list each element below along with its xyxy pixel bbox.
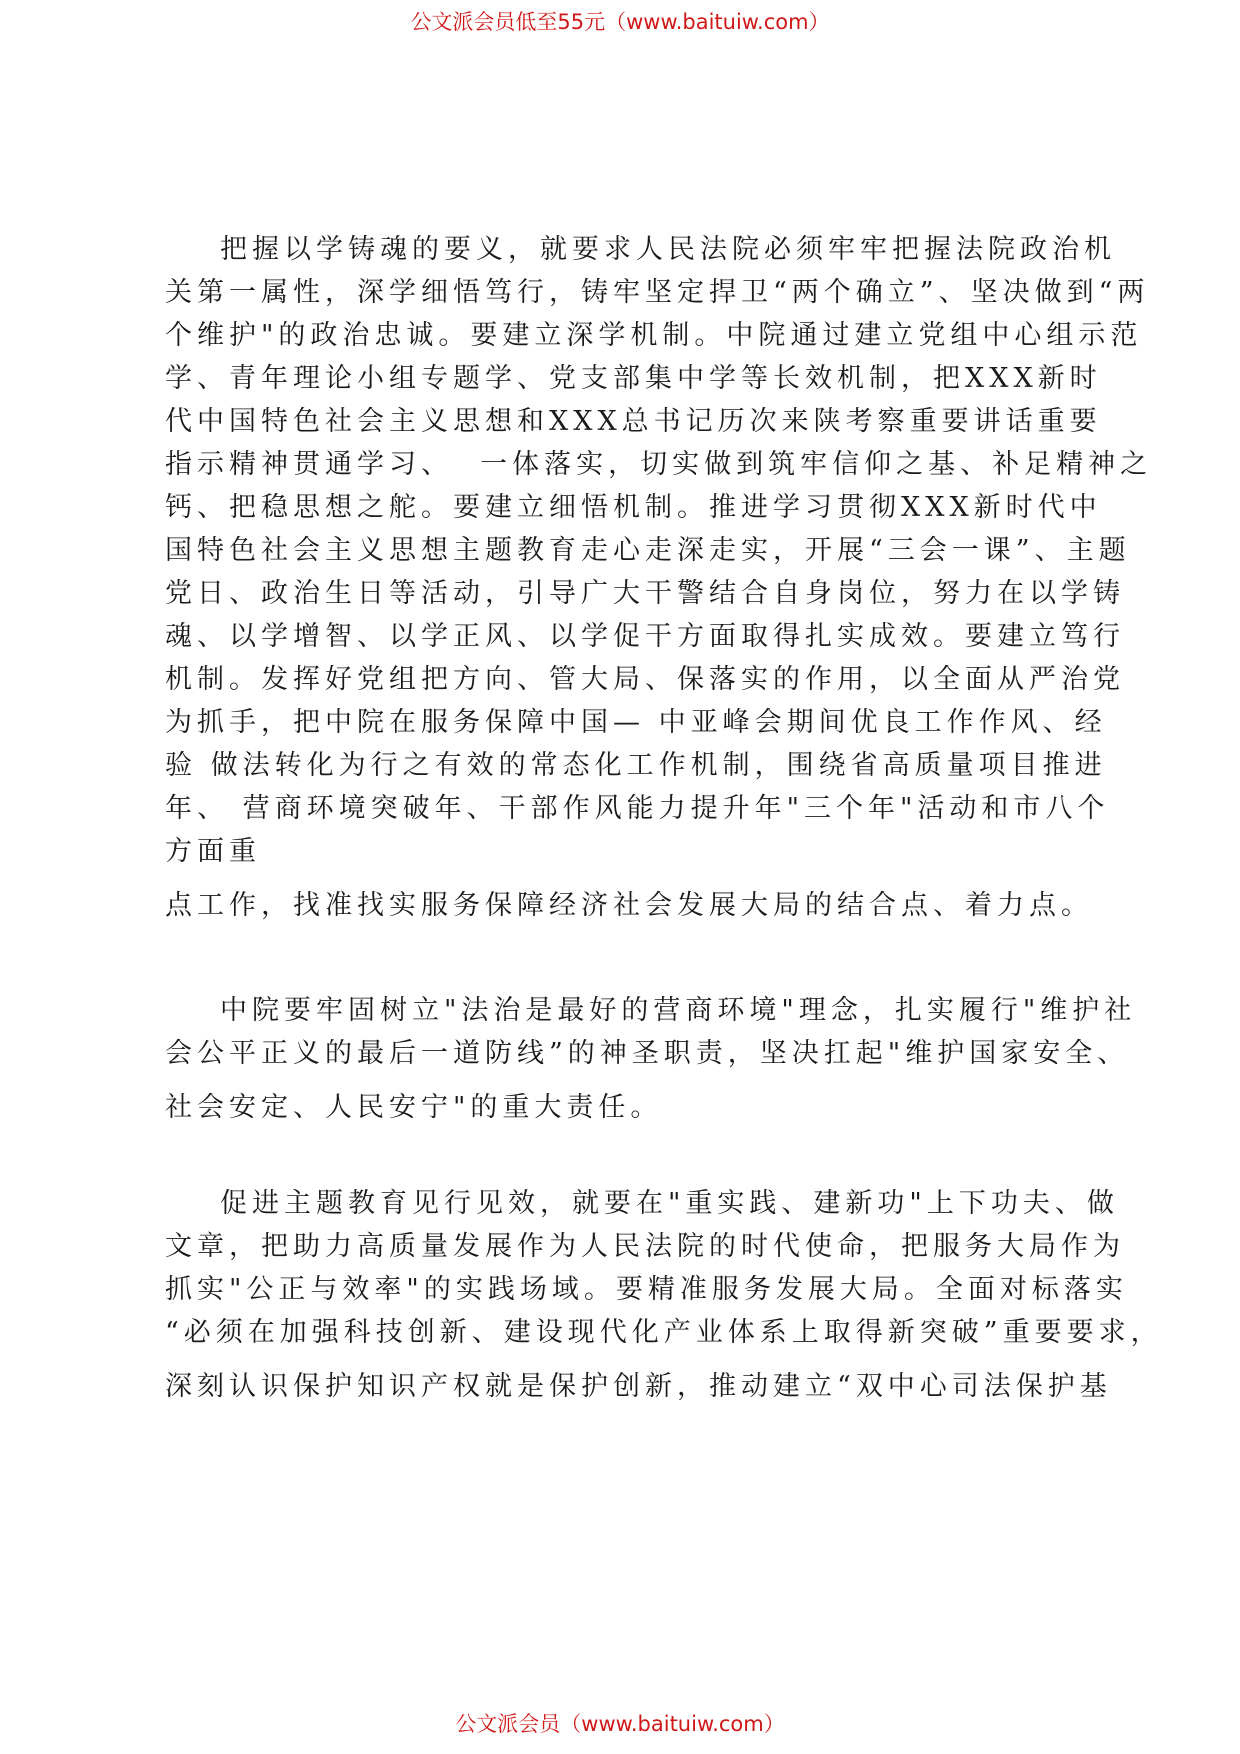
paragraph-line: 指示精神贯通学习、 一体落实，切实做到筑牢信仰之基、补足精神之 (165, 449, 1153, 480)
paragraph-line: 年、 营商环境突破年、干部作风能力提升年"三个年"活动和市八个 (165, 793, 1110, 824)
paragraph-line: 社会安定、人民安宁"的重大责任。 (165, 1092, 663, 1123)
paragraph-line: 学、青年理论小组专题学、党支部集中学等长效机制，把XXX新时 (165, 363, 1102, 394)
paragraph-line: 深刻认识保护知识产权就是保护创新，推动建立“双中心司法保护基 (165, 1371, 1112, 1402)
paragraph-line: 关第一属性，深学细悟笃行，铸牢坚定捍卫“两个确立”、坚决做到“两 (165, 277, 1150, 308)
paragraph-line: 党日、政治生日等活动，引导广大干警结合自身岗位，努力在以学铸 (165, 578, 1125, 609)
paragraph-line: 为抓手，把中院在服务保障中国— 中亚峰会期间优良工作作风、经 (165, 707, 1107, 738)
paragraph-line: 机制。发挥好党组把方向、管大局、保落实的作用，以全面从严治党 (165, 664, 1125, 695)
paragraph-line: 魂、以学增智、以学正风、以学促干方面取得扎实成效。要建立笃行 (165, 621, 1125, 652)
paragraph-line: 促进主题教育见行见效，就要在"重实践、建新功"上下功夫、做 (220, 1188, 1119, 1219)
paragraph-line: 个维护"的政治忠诚。要建立深学机制。中院通过建立党组中心组示范 (165, 320, 1143, 351)
paragraph-line: 钙、把稳思想之舵。要建立细悟机制。推进学习贯彻XXX新时代中 (165, 492, 1102, 523)
paragraph-line: 点工作，找准找实服务保障经济社会发展大局的结合点、着力点。 (165, 890, 1093, 921)
paragraph-line: 方面重 (165, 836, 261, 867)
paragraph-line: 会公平正义的最后一道防线”的神圣职责，坚决扛起"维护国家安全、 (165, 1038, 1130, 1069)
paragraph-line: 验 做法转化为行之有效的常态化工作机制，围绕省高质量项目推进 (165, 750, 1107, 781)
paragraph-line: “必须在加强科技创新、建设现代化产业体系上取得新突破”重要要求， (165, 1317, 1163, 1348)
paragraph-line: 把握以学铸魂的要义，就要求人民法院必须牢牢把握法院政治机 (220, 234, 1116, 265)
paragraph-line: 抓实"公正与效率"的实践场域。要精准服务发展大局。全面对标落实 (165, 1274, 1128, 1305)
header-banner: 公文派会员低至55元（www.baituiw.com） (410, 10, 830, 34)
paragraph-line: 国特色社会主义思想主题教育走心走深走实，开展“三会一课”、主题 (165, 535, 1131, 566)
paragraph-line: 中院要牢固树立"法治是最好的营商环境"理念，扎实履行"维护社 (220, 995, 1137, 1026)
paragraph-line: 代中国特色社会主义思想和XXX总书记历次来陕考察重要讲话重要 (165, 406, 1102, 437)
footer-banner: 公文派会员（www.baituiw.com） (455, 1712, 785, 1736)
paragraph-line: 文章，把助力高质量发展作为人民法院的时代使命，把服务大局作为 (165, 1231, 1125, 1262)
